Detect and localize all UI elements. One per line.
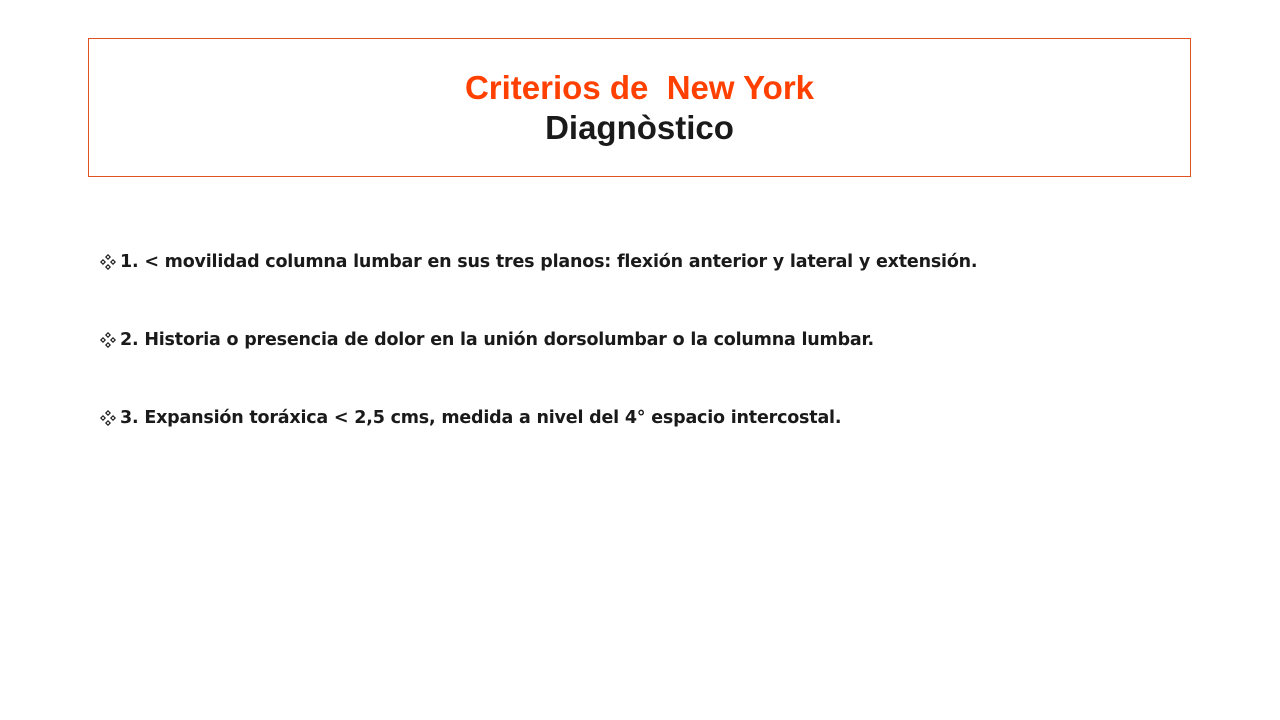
criterion-item (100, 248, 977, 326)
four-diamond-bullet-icon (100, 248, 120, 276)
criterion-text: 2. Historia o presencia de dolor en la unión dorsolumbar o la columna lumbar. (120, 330, 874, 350)
four-diamond-bullet-icon (100, 326, 120, 354)
criterion-item (100, 404, 977, 482)
criterion-text: 1. < movilidad columna lumbar en sus tres planos: flexión anterior y lateral y extensión. (120, 252, 978, 272)
slide-title: Criterios de New York (464, 69, 815, 106)
title-box (88, 38, 1191, 177)
slide-subtitle: Diagnòstico (545, 109, 734, 146)
criterion-text: 3. Expansión toráxica < 2,5 cms, medida a nivel del 4° espacio intercostal. (120, 408, 842, 428)
four-diamond-bullet-icon (100, 404, 120, 432)
criterion-item (100, 326, 977, 404)
criteria-list (100, 248, 977, 482)
